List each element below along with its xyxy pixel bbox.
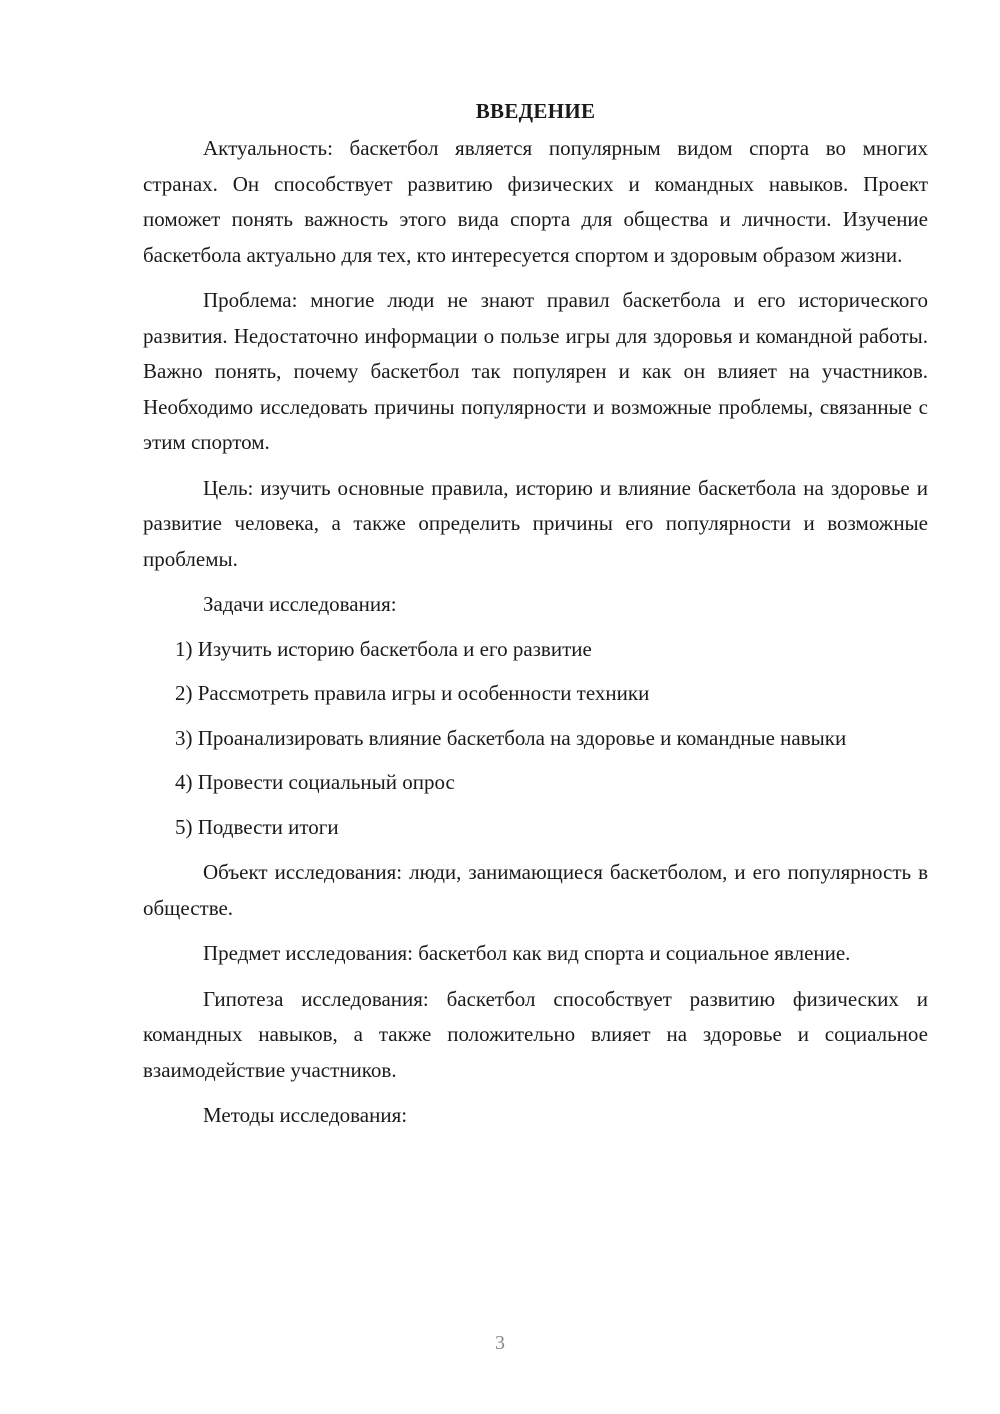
list-item: 3) Проанализировать влияние баскетбола на здоровье и командные навыки	[175, 725, 847, 750]
methods-heading: Методы исследования:	[203, 1103, 408, 1127]
goal-paragraph: Цель: изучить основные правила, историю и влияние баскетбола на здоровье и развитие человека, а также определить причины его популярности и возможные проблемы.	[143, 475, 928, 571]
list-item: 5) Подвести итоги	[175, 814, 339, 839]
tasks-heading: Задачи исследования:	[203, 592, 397, 616]
problem-paragraph: Проблема: многие люди не знают правил баскетбола и его исторического развития. Недостаточно информации о пользе игры для здоровья и командной работы. Важно понять, почему баскетбол так популярен и как он влияет на участников. Необходимо исследовать причины популярности и возможные проблемы, связанные с этим спортом.	[143, 288, 928, 454]
page-number: 3	[495, 1332, 505, 1354]
subject-paragraph: Предмет исследования: баскетбол как вид спорта и социальное явление.	[203, 941, 851, 965]
list-item: 1) Изучить историю баскетбола и его развитие	[175, 636, 592, 661]
object-paragraph: Объект исследования: люди, занимающиеся баскетболом, и его популярность в обществе.	[143, 860, 928, 920]
hypothesis-paragraph: Гипотеза исследования: баскетбол способствует развитию физических и командных навыков, а также положительно влияет на здоровье и социальное взаимодействие участников.	[143, 986, 928, 1082]
document-page	[143, 93, 928, 1134]
relevance-paragraph: Актуальность: баскетбол является популярным видом спорта во многих странах. Он способствует развитию физических и командных навыков. Проект поможет понять важность этого вида спорта для общества и личности. Изучение баскетбола актуально для тех, кто интересуется спортом и здоровым образом жизни.	[143, 136, 928, 267]
list-item: 4) Провести социальный опрос	[175, 770, 455, 794]
tasks-list	[143, 632, 928, 846]
list-item: 2) Рассмотреть правила игры и особенности техники	[175, 681, 650, 705]
page-title: ВВЕДЕНИЕ	[475, 99, 596, 123]
